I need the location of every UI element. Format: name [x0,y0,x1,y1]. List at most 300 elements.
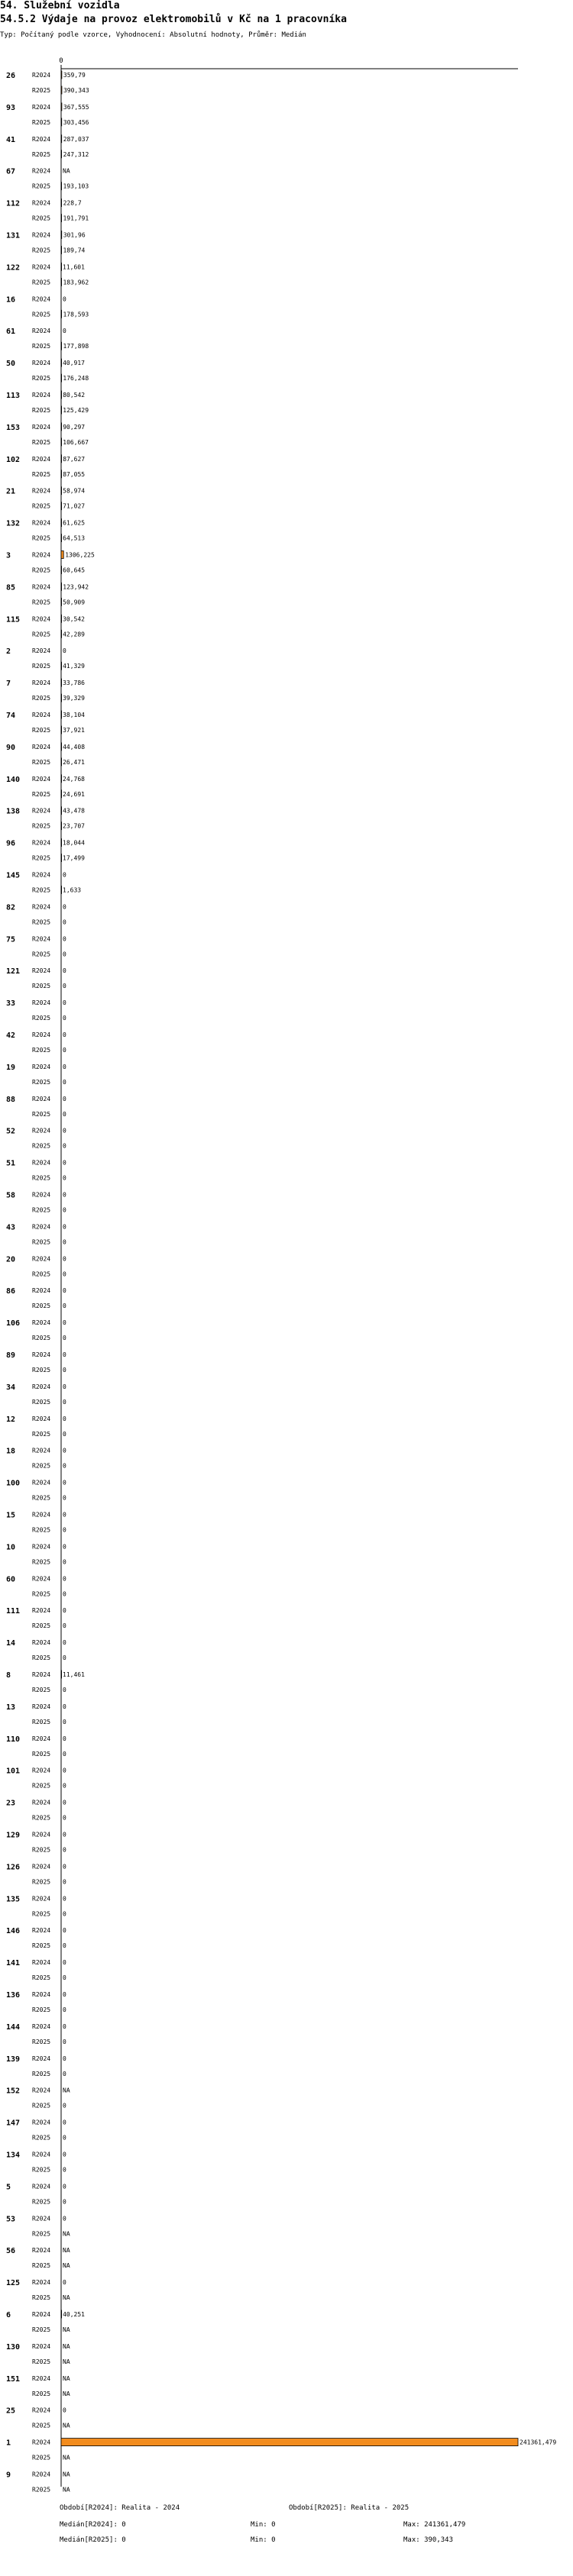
series-label: R2025 [32,854,51,862]
data-label: 0 [63,647,66,655]
category-label: 88 [6,1095,16,1104]
series-label: R2025 [32,1367,51,1374]
bar [61,118,62,126]
series-label: R2024 [32,1991,51,1998]
data-label: 0 [63,1974,66,1982]
bar [61,215,62,222]
data-label: NA [63,2342,70,2350]
data-label: 87,627 [63,455,86,463]
category-label: 126 [6,1863,21,1872]
data-label: 0 [63,295,66,303]
series-label: R2025 [32,758,51,766]
category-label: 9 [6,2471,11,2480]
data-label: 0 [63,1367,66,1374]
category-label: 26 [6,72,16,80]
data-label: 0 [63,1206,66,1214]
bar [61,423,62,431]
series-label: R2025 [32,1430,51,1438]
data-label: NA [63,2358,70,2365]
data-label: 0 [63,967,66,975]
data-label: NA [63,2422,70,2429]
category-label: 18 [6,1447,16,1456]
data-label: 0 [63,1878,66,1886]
data-label: 0 [63,2038,66,2045]
bar [61,2310,62,2318]
category-label: 20 [6,1255,16,1264]
chart-title-section: 54. Služební vozidla [0,0,120,11]
data-label: 64,513 [63,534,86,542]
data-label: 0 [63,1590,66,1598]
bar [61,103,62,111]
bar [61,71,62,79]
bar [61,694,62,702]
data-label: 58,974 [63,487,86,495]
category-label: 6 [6,2311,11,2319]
bar [61,199,62,207]
category-label: 101 [6,1767,21,1776]
series-label: R2024 [32,167,51,175]
series-label: R2024 [32,1799,51,1806]
category-label: 131 [6,231,21,240]
series-label: R2025 [32,2070,51,2077]
series-label: R2025 [32,790,51,798]
series-label: R2024 [32,551,51,559]
bar [61,231,62,239]
category-label: 140 [6,775,21,784]
series-label: R2025 [32,663,51,670]
series-label: R2025 [32,1174,51,1182]
series-label: R2025 [32,1238,51,1246]
series-label: R2025 [32,87,51,94]
data-label: 0 [63,1174,66,1182]
series-label: R2024 [32,1671,51,1678]
series-label: R2025 [32,822,51,830]
bar [61,2439,518,2446]
data-label: 0 [63,1447,66,1454]
category-label: 25 [6,2407,16,2416]
data-label: 0 [63,2119,66,2126]
series-label: R2024 [32,72,51,79]
data-label: 0 [63,1078,66,1086]
data-label: 40,917 [63,360,86,367]
series-label: R2025 [32,118,51,126]
data-label: 228,7 [63,199,82,207]
data-label: 301,96 [63,231,86,239]
bar [61,247,62,254]
category-label: 115 [6,615,21,625]
data-label: 287,037 [63,135,89,143]
data-label: 0 [63,1991,66,1998]
data-label: 0 [63,1639,66,1647]
bar [61,487,62,495]
series-label: R2024 [32,1447,51,1454]
series-label: R2025 [32,1303,51,1310]
data-label: 0 [63,2198,66,2206]
series-label: R2024 [32,583,51,591]
series-label: R2025 [32,2038,51,2045]
data-label: 0 [63,1735,66,1742]
footer-min-1: Min: 0 [251,2521,276,2529]
data-label: 191,791 [63,215,89,222]
series-label: R2024 [32,1319,51,1327]
footer-period-r2024: Období[R2024]: Realita - 2024 [60,2504,180,2512]
series-label: R2024 [32,1831,51,1838]
category-label: 2 [6,647,11,657]
category-label: 102 [6,455,21,464]
data-label: 0 [63,1255,66,1263]
series-label: R2024 [32,295,51,303]
data-label: 61,625 [63,519,86,527]
category-label: 82 [6,903,16,912]
data-label: 50,909 [63,599,86,606]
data-label: 0 [63,1238,66,1246]
series-label: R2025 [32,1622,51,1630]
series-label: R2025 [32,534,51,542]
data-label: 0 [63,1142,66,1150]
series-label: R2025 [32,1910,51,1918]
data-label: 0 [63,935,66,943]
category-label: 21 [6,487,16,496]
data-label: 17,499 [63,854,85,862]
bar [61,342,62,350]
data-label: 26,471 [63,758,85,766]
series-label: R2025 [32,1846,51,1854]
bar [61,886,62,894]
series-label: R2024 [32,1927,51,1935]
category-label: 121 [6,967,21,976]
data-label: 0 [63,2151,66,2158]
bar [61,583,62,590]
category-label: 96 [6,839,16,848]
data-label: 0 [63,1703,66,1710]
data-label: NA [63,2087,70,2094]
category-label: 100 [6,1479,21,1488]
data-label: 0 [63,1622,66,1630]
category-label: 16 [6,295,16,305]
data-label: 303,456 [63,118,89,126]
series-label: R2024 [32,2279,51,2287]
bar [61,822,62,830]
category-label: 10 [6,1543,16,1552]
series-label: R2025 [32,2262,51,2270]
series-label: R2025 [32,343,51,350]
series-label: R2025 [32,1270,51,1278]
series-label: R2024 [32,935,51,943]
series-label: R2025 [32,502,51,510]
series-label: R2025 [32,2198,51,2206]
category-label: 75 [6,935,16,944]
data-label: 0 [63,1191,66,1199]
series-label: R2025 [32,1942,51,1950]
series-label: R2025 [32,599,51,606]
category-label: 130 [6,2342,21,2352]
category-label: 147 [6,2119,21,2128]
series-label: R2025 [32,2294,51,2302]
category-label: 152 [6,2087,21,2096]
series-label: R2024 [32,1703,51,1710]
series-label: R2024 [32,2183,51,2190]
data-label: 43,478 [63,807,86,815]
series-label: R2024 [32,1351,51,1358]
category-label: 138 [6,807,21,816]
data-label: 0 [63,2006,66,2013]
data-label: 71,027 [63,502,86,510]
series-label: R2024 [32,1639,51,1647]
series-label: R2024 [32,1095,51,1102]
series-label: R2024 [32,1223,51,1231]
series-label: R2024 [32,999,51,1007]
series-label: R2024 [32,1735,51,1742]
category-label: 50 [6,360,16,369]
series-label: R2025 [32,1206,51,1214]
series-label: R2024 [32,2471,51,2478]
category-label: 34 [6,1383,16,1392]
data-label: 183,962 [63,279,89,286]
series-label: R2024 [32,103,51,111]
series-label: R2024 [32,2215,51,2223]
footer-max-1: Max: 241361,479 [403,2521,466,2529]
series-label: R2024 [32,1159,51,1167]
series-label: R2025 [32,1974,51,1982]
category-label: 52 [6,1127,16,1136]
data-label: 0 [63,1543,66,1551]
data-label: 0 [63,1511,66,1519]
series-label: R2025 [32,375,51,383]
series-label: R2024 [32,1383,51,1390]
series-label: R2025 [32,951,51,958]
series-label: R2024 [32,2342,51,2350]
series-label: R2025 [32,918,51,926]
data-label: 23,707 [63,822,85,830]
series-label: R2024 [32,1191,51,1199]
category-label: 135 [6,1895,21,1904]
chart-title: 54.5.2 Výdaje na provoz elektromobilů v Kč na 1 pracovníka [0,14,347,25]
chart-subtitle: Typ: Počítaný podle vzorce, Vyhodnocení: Absolutní hodnoty, Průměr: Medián [0,31,306,39]
series-label: R2025 [32,2134,51,2142]
series-label: R2025 [32,2166,51,2174]
series-label: R2025 [32,407,51,414]
series-label: R2024 [32,712,51,718]
data-label: 0 [63,1095,66,1102]
series-label: R2024 [32,423,51,431]
series-label: R2025 [32,1654,51,1662]
footer-max-2: Max: 390,343 [403,2536,454,2544]
bar [61,711,62,718]
bar [61,438,62,446]
category-label: 14 [6,1639,16,1648]
bar [61,598,62,605]
data-label: 0 [63,1479,66,1487]
category-label: 106 [6,1319,21,1328]
category-label: 113 [6,392,21,400]
series-label: R2024 [32,2119,51,2126]
category-label: 43 [6,1223,16,1232]
data-label: 11,461 [63,1671,85,1678]
category-label: 67 [6,167,16,176]
data-label: 0 [63,1110,66,1118]
category-label: 86 [6,1287,16,1296]
series-label: R2024 [32,871,51,879]
data-label: 0 [63,1959,66,1967]
series-label: R2024 [32,775,51,783]
data-label: 40,251 [63,2311,86,2318]
data-label: 189,74 [63,247,86,254]
category-label: 93 [6,103,16,112]
data-label: 24,691 [63,790,85,798]
category-label: 136 [6,1991,21,2000]
footer-period-r2025: Období[R2025]: Realita - 2025 [289,2504,410,2512]
bar [61,743,62,751]
series-label: R2024 [32,903,51,911]
series-label: R2024 [32,328,51,335]
bar [61,135,62,143]
category-label: 33 [6,999,16,1009]
series-label: R2025 [32,2358,51,2365]
bar [61,854,62,862]
series-label: R2025 [32,1398,51,1406]
data-label: 0 [63,1462,66,1470]
data-label: 0 [63,1782,66,1790]
series-label: R2025 [32,311,51,318]
data-label: 0 [63,983,66,990]
category-label: 42 [6,1031,16,1040]
category-label: 61 [6,328,16,337]
series-label: R2025 [32,1047,51,1054]
data-label: 125,429 [63,407,89,414]
data-label: 367,555 [63,103,89,111]
bar [61,182,62,190]
series-label: R2024 [32,2439,51,2446]
series-label: R2024 [32,487,51,495]
series-label: R2024 [32,392,51,399]
data-label: NA [63,2262,70,2270]
series-label: R2025 [32,2326,51,2333]
category-label: 144 [6,2022,21,2032]
data-label: 0 [63,1383,66,1390]
series-label: R2025 [32,886,51,894]
data-label: 0 [63,1526,66,1534]
series-label: R2024 [32,519,51,527]
data-label: 1306,225 [65,551,95,559]
category-label: 53 [6,2215,16,2224]
bar [61,310,62,318]
data-label: 0 [63,951,66,958]
bar [61,502,62,510]
series-label: R2025 [32,1142,51,1150]
data-label: 0 [63,1927,66,1935]
series-label: R2025 [32,182,51,190]
series-label: R2024 [32,1863,51,1871]
category-label: 74 [6,712,16,720]
bar [61,278,62,286]
series-label: R2025 [32,1590,51,1598]
data-label: 0 [63,1575,66,1583]
series-label: R2024 [32,2374,51,2382]
bar [61,1671,62,1678]
series-label: R2025 [32,2390,51,2397]
category-label: 51 [6,1159,16,1168]
data-label: 0 [63,2102,66,2110]
bar [61,534,62,542]
data-label: 41,329 [63,663,86,670]
data-label: 0 [63,1063,66,1070]
category-label: 89 [6,1351,16,1360]
bar [61,567,62,574]
series-label: R2025 [32,695,51,702]
category-label: 58 [6,1191,16,1200]
data-label: 24,768 [63,775,85,783]
category-label: 145 [6,871,21,880]
series-label: R2024 [32,135,51,143]
data-label: 0 [63,1910,66,1918]
bar [61,551,63,559]
series-label: R2025 [32,1718,51,1725]
category-label: 23 [6,1799,16,1808]
series-label: R2025 [32,1782,51,1790]
bar [61,455,62,463]
data-label: 42,289 [63,631,86,638]
series-label: R2024 [32,2151,51,2158]
data-label: 178,593 [63,311,89,318]
bar [61,630,62,638]
series-label: R2025 [32,438,51,446]
series-label: R2024 [32,1575,51,1583]
category-label: 3 [6,551,11,560]
category-label: 19 [6,1063,16,1072]
series-label: R2025 [32,1110,51,1118]
data-label: 0 [63,1047,66,1054]
series-label: R2025 [32,1687,51,1693]
series-label: R2025 [32,2454,51,2461]
series-label: R2025 [32,2422,51,2429]
data-label: 0 [63,918,66,926]
data-label: 0 [63,1223,66,1231]
series-label: R2024 [32,1511,51,1519]
data-label: 359,79 [63,72,86,79]
data-label: 247,312 [63,150,89,158]
series-label: R2024 [32,2055,51,2062]
bar [61,615,62,622]
data-label: 0 [63,1607,66,1615]
category-label: 5 [6,2183,11,2192]
category-label: 15 [6,1511,16,1520]
data-label: 0 [63,1895,66,1903]
series-label: R2025 [32,1015,51,1022]
category-label: 8 [6,1671,11,1680]
series-label: R2025 [32,1494,51,1502]
category-label: 151 [6,2374,21,2384]
series-label: R2024 [32,2087,51,2094]
category-label: 111 [6,1607,21,1616]
data-label: 0 [63,1687,66,1693]
data-label: 37,921 [63,727,86,734]
series-label: R2024 [32,1287,51,1295]
data-label: 123,942 [63,583,89,591]
bar [61,839,62,847]
series-label: R2024 [32,1127,51,1135]
category-label: 132 [6,519,21,528]
data-label: 18,044 [63,839,85,847]
data-label: 0 [63,1415,66,1422]
data-label: 0 [63,1863,66,1871]
series-label: R2024 [32,743,51,751]
series-label: R2025 [32,567,51,574]
data-label: 241361,479 [520,2439,557,2446]
data-label: 0 [63,2166,66,2174]
data-label: 177,898 [63,343,89,350]
data-label: 38,104 [63,712,86,718]
data-label: 0 [63,1159,66,1167]
